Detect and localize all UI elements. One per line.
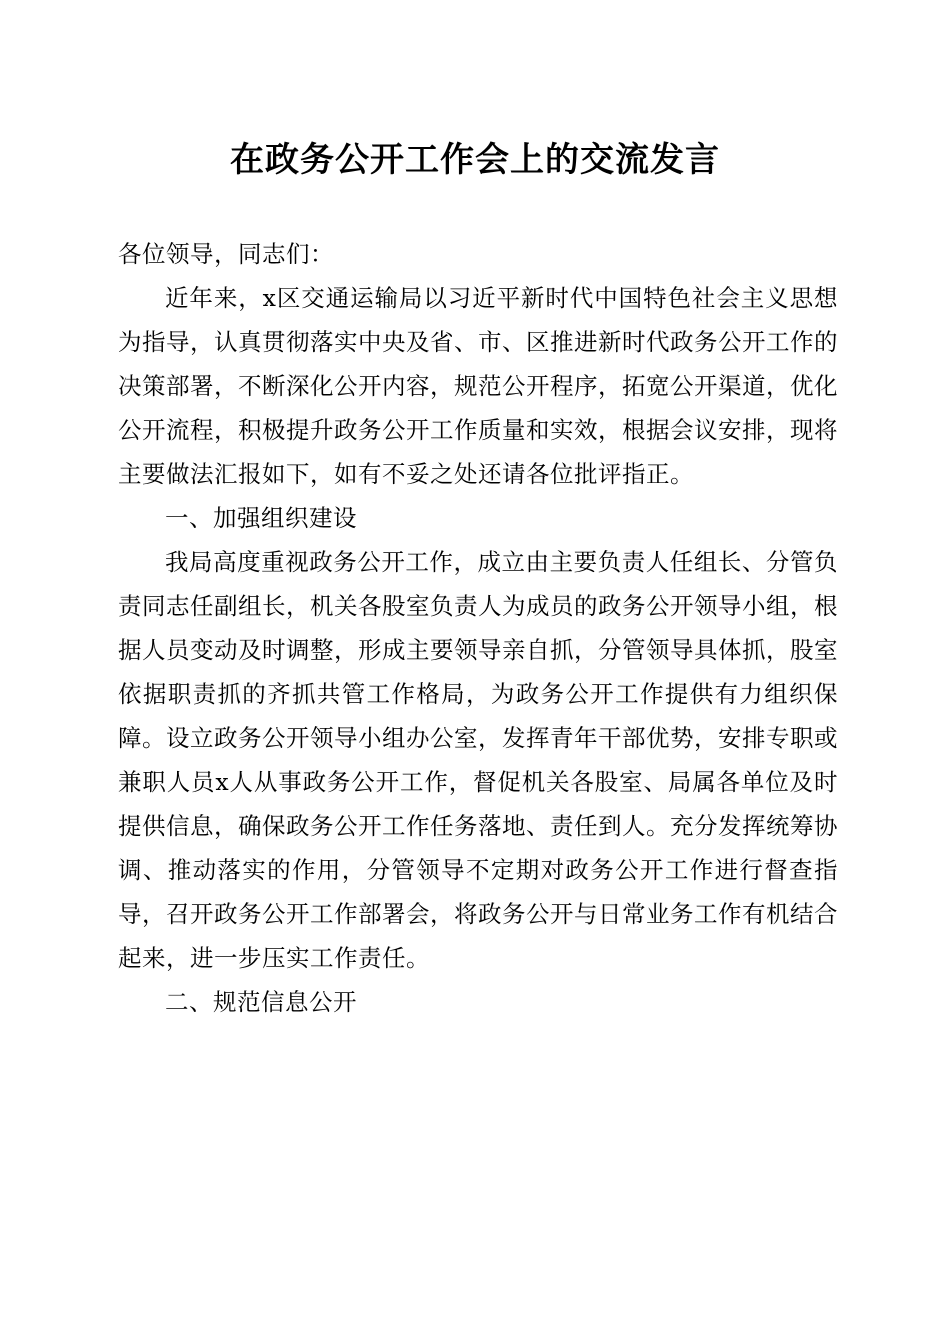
document-title: 在政务公开工作会上的交流发言 [230, 140, 720, 180]
section-heading-1: 一、加强组织建设 [165, 504, 357, 532]
salutation: 各位领导，同志们： [118, 240, 334, 268]
intro-paragraph: 近年来，x区交通运输局以习近平新时代中国特色社会主义思想为指导，认真贯彻落实中央及省、市、区推进新时代政务公开工作的决策部署，不断深化公开内容，规范公开程序，拓宽公开渠道，优化公开流程，积极提升政务公开工作质量和实效，根据会议安排，现将主要做法汇报如下，如有不妥之处还请各位批评指正。 [118, 284, 838, 488]
section-heading-2: 二、规范信息公开 [165, 988, 357, 1016]
section-paragraph-1: 我局高度重视政务公开工作，成立由主要负责人任组长、分管负责同志任副组长，机关各股室负责人为成员的政务公开领导小组，根据人员变动及时调整，形成主要领导亲自抓，分管领导具体抓，股室依据职责抓的齐抓共管工作格局，为政务公开工作提供有力组织保障。设立政务公开领导小组办公室，发挥青年干部优势，安排专职或兼职人员x人从事政务公开工作，督促机关各股室、局属各单位及时提供信息，确保政务公开工作任务落地、责任到人。充分发挥统筹协调、推动落实的作用，分管领导不定期对政务公开工作进行督查指导，召开政务公开工作部署会，将政务公开与日常业务工作有机结合起来，进一步压实工作责任。 [118, 548, 838, 972]
document-body [118, 232, 838, 1024]
